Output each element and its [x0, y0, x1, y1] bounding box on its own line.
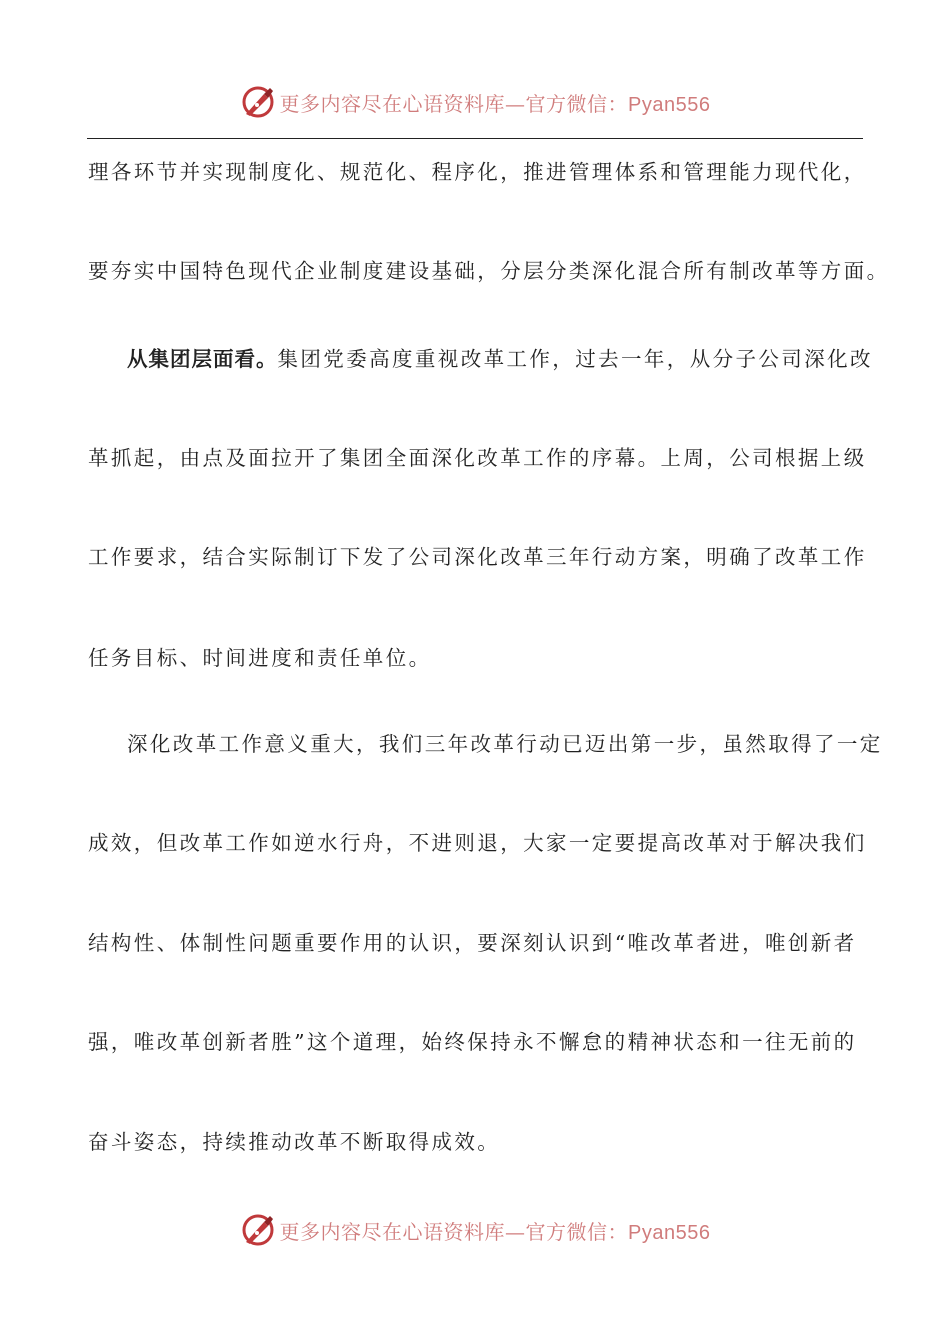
header-banner — [0, 82, 950, 122]
paragraph-lead-heading: 从集团层面看。 — [127, 347, 278, 371]
body-line: 工作要求，结合实际制订下发了公司深化改革三年行动方案，明确了改革工作 — [88, 545, 867, 569]
body-line: 理各环节并实现制度化、规范化、程序化，推进管理体系和管理能力现代化， — [88, 160, 867, 184]
paragraph-lead-line — [127, 345, 873, 373]
body-line: 革抓起，由点及面拉开了集团全面深化改革工作的序幕。上周，公司根据上级 — [88, 446, 867, 470]
body-line: 强，唯改革创新者胜”这个道理，始终保持永不懈怠的精神状态和一往无前的 — [88, 1030, 857, 1054]
body-line: 结构性、体制性问题重要作用的认识，要深刻认识到“唯改革者进，唯创新者 — [88, 931, 857, 955]
pen-nib-icon — [240, 1212, 276, 1248]
body-line: 成效，但改革工作如逆水行舟，不进则退，大家一定要提高改革对于解决我们 — [88, 831, 867, 855]
body-line: 任务目标、时间进度和责任单位。 — [88, 646, 432, 670]
header-divider — [87, 138, 863, 139]
paragraph-lead-text: 集团党委高度重视改革工作，过去一年，从分子公司深化改 — [277, 347, 873, 371]
footer-banner — [0, 1210, 950, 1250]
body-line: 深化改革工作意义重大，我们三年改革行动已迈出第一步，虽然取得了一定 — [127, 732, 883, 756]
body-line: 要夯实中国特色现代企业制度建设基础，分层分类深化混合所有制改革等方面。 — [88, 259, 890, 283]
header-banner-text: 更多内容尽在心语资料库—官方微信：Pyan556 — [279, 91, 711, 116]
pen-nib-icon — [240, 84, 276, 120]
footer-banner-text: 更多内容尽在心语资料库—官方微信：Pyan556 — [279, 1219, 711, 1244]
body-line: 奋斗姿态，持续推动改革不断取得成效。 — [88, 1130, 501, 1154]
